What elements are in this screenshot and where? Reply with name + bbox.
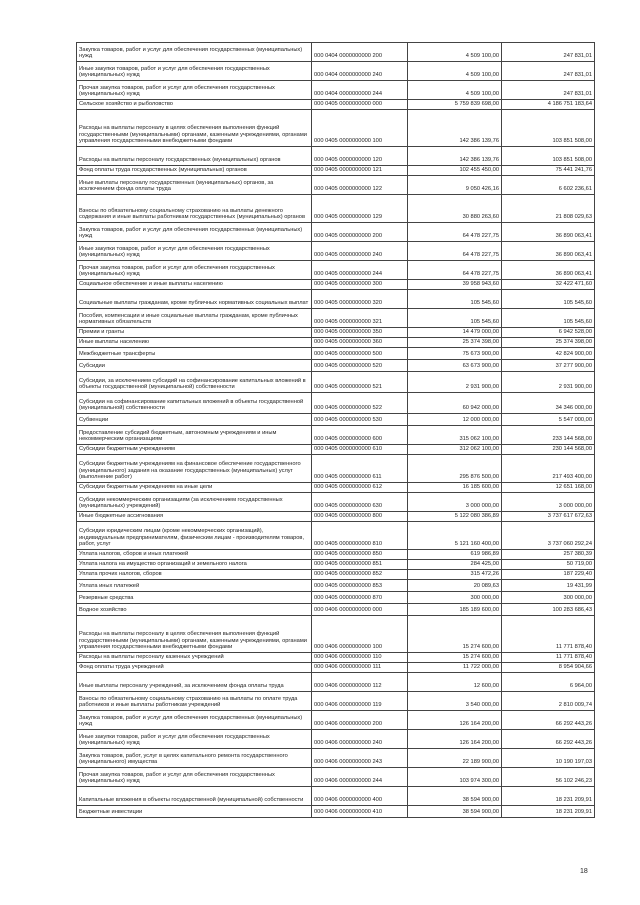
row-code: 000 0405 0000000000 200 [312,223,408,242]
row-name: Закупка товаров, работ, услуг в целях капитального ремонта государственного (муниципального) имущества [77,749,312,768]
row-plan-amount: 14 479 000,00 [408,328,502,338]
row-code: 000 0404 0000000000 240 [312,62,408,81]
row-code: 000 0405 0000000000 129 [312,195,408,223]
table-row [77,426,595,445]
table-row [77,711,595,730]
row-code: 000 0405 0000000000 360 [312,338,408,348]
row-fact-amount: 25 374 398,00 [502,338,595,348]
row-fact-amount: 2 810 009,74 [502,692,595,711]
table-row [77,787,595,806]
row-plan-amount: 64 478 227,75 [408,223,502,242]
row-name: Взносы по обязательному социальному страхованию на выплаты денежного содержания и иные выплаты работникам государственных (муниципальных) органов [77,195,312,223]
row-fact-amount: 247 831,01 [502,43,595,62]
table-row [77,653,595,663]
row-code: 000 0404 0000000000 200 [312,43,408,62]
row-name: Расходы на выплаты персоналу в целях обеспечения выполнения функций государственными (муниципальными) органами, казенными учреждениями, органами управления государственными внебюджетными фондами [77,616,312,653]
table-row [77,223,595,242]
row-name: Субсидии бюджетным учреждениям на иные цели [77,483,312,493]
row-code: 000 0405 0000000000 121 [312,166,408,176]
row-fact-amount: 18 231 209,91 [502,787,595,806]
row-fact-amount: 105 545,60 [502,290,595,309]
table-row [77,673,595,692]
row-plan-amount: 103 974 300,00 [408,768,502,787]
table-row [77,81,595,100]
table-row [77,445,595,455]
row-plan-amount: 102 455 450,00 [408,166,502,176]
table-row [77,43,595,62]
row-code: 000 0404 0000000000 244 [312,81,408,100]
row-name: Социальные выплаты гражданам, кроме публичных нормативных социальных выплат [77,290,312,309]
budget-expenditure-table [76,42,595,818]
row-fact-amount: 42 824 900,00 [502,348,595,360]
row-code: 000 0405 0000000000 610 [312,445,408,455]
row-fact-amount: 3 737 060 292,24 [502,522,595,550]
table-row [77,483,595,493]
row-fact-amount: 34 346 000,00 [502,393,595,414]
row-plan-amount: 4 509 100,00 [408,81,502,100]
row-fact-amount: 247 831,01 [502,62,595,81]
row-fact-amount: 230 144 568,00 [502,445,595,455]
table-row [77,550,595,560]
table-row [77,348,595,360]
row-name: Закупка товаров, работ и услуг для обеспечения государственных (муниципальных) нужд [77,711,312,730]
table-row [77,414,595,426]
row-plan-amount: 315 062 100,00 [408,426,502,445]
row-code: 000 0405 0000000000 000 [312,100,408,110]
row-name: Расходы на выплаты персоналу казенных учреждений [77,653,312,663]
row-name: Расходы на выплаты персоналу государственных (муниципальных) органов [77,147,312,166]
row-code: 000 0405 0000000000 611 [312,455,408,483]
table-row [77,455,595,483]
row-plan-amount: 5 122 080 386,89 [408,512,502,522]
row-code: 000 0405 0000000000 850 [312,550,408,560]
table-body [77,43,595,818]
row-code: 000 0405 0000000000 521 [312,372,408,393]
row-fact-amount: 6 964,00 [502,673,595,692]
row-fact-amount: 4 186 751 183,64 [502,100,595,110]
row-plan-amount: 20 089,63 [408,580,502,592]
table-row [77,372,595,393]
row-name: Межбюджетные трансферты [77,348,312,360]
row-code: 000 0405 0000000000 530 [312,414,408,426]
table-row [77,393,595,414]
row-code: 000 0406 0000000000 244 [312,768,408,787]
row-name: Иные выплаты населению [77,338,312,348]
row-name: Субсидии бюджетным учреждениям [77,445,312,455]
table-row [77,493,595,512]
row-code: 000 0406 0000000000 112 [312,673,408,692]
row-code: 000 0405 0000000000 612 [312,483,408,493]
page-number: 18 [580,868,588,875]
row-fact-amount: 32 422 471,60 [502,280,595,290]
row-code: 000 0405 0000000000 100 [312,110,408,147]
table-row [77,147,595,166]
row-plan-amount: 185 189 600,00 [408,604,502,616]
row-name: Иные закупки товаров, работ и услуг для обеспечения государственных (муниципальных) нужд [77,62,312,81]
table-row [77,580,595,592]
row-code: 000 0406 0000000000 200 [312,711,408,730]
row-fact-amount: 37 277 900,00 [502,360,595,372]
row-code: 000 0405 0000000000 244 [312,261,408,280]
row-fact-amount: 187 229,40 [502,570,595,580]
row-code: 000 0405 0000000000 851 [312,560,408,570]
row-plan-amount: 38 594 900,00 [408,806,502,818]
table-row [77,62,595,81]
row-plan-amount: 5 121 160 400,00 [408,522,502,550]
row-fact-amount: 36 890 063,41 [502,261,595,280]
row-code: 000 0406 0000000000 110 [312,653,408,663]
row-plan-amount: 38 594 900,00 [408,787,502,806]
row-plan-amount: 11 722 000,00 [408,663,502,673]
row-fact-amount: 6 602 236,61 [502,176,595,195]
row-fact-amount: 2 931 900,00 [502,372,595,393]
row-plan-amount: 39 958 943,60 [408,280,502,290]
row-plan-amount: 64 478 227,75 [408,261,502,280]
table-row [77,110,595,147]
row-name: Закупка товаров, работ и услуг для обеспечения государственных (муниципальных) нужд [77,223,312,242]
row-fact-amount: 300 000,00 [502,592,595,604]
row-plan-amount: 126 164 200,00 [408,730,502,749]
row-name: Прочая закупка товаров, работ и услуг для обеспечения государственных (муниципальных) нужд [77,768,312,787]
row-name: Иные выплаты персоналу государственных (муниципальных) органов, за исключением фонда оплаты труда [77,176,312,195]
table-row [77,242,595,261]
table-row [77,663,595,673]
row-name: Субсидии некоммерческим организациям (за исключением государственных (муниципальных) учреждений) [77,493,312,512]
row-plan-amount: 5 759 839 698,00 [408,100,502,110]
row-fact-amount: 10 190 197,03 [502,749,595,768]
row-fact-amount: 100 283 686,43 [502,604,595,616]
table-row [77,768,595,787]
row-name: Субсидии, за исключением субсидий на софинансирование капитальных вложений в объекты государственной (муниципальной) собственности [77,372,312,393]
table-row [77,328,595,338]
row-plan-amount: 4 509 100,00 [408,62,502,81]
row-fact-amount: 12 651 168,00 [502,483,595,493]
row-code: 000 0405 0000000000 500 [312,348,408,360]
row-code: 000 0406 0000000000 243 [312,749,408,768]
row-fact-amount: 6 942 528,00 [502,328,595,338]
table-row [77,730,595,749]
row-fact-amount: 36 890 063,41 [502,242,595,261]
row-fact-amount: 66 292 443,26 [502,730,595,749]
row-plan-amount: 60 942 000,00 [408,393,502,414]
table-row [77,360,595,372]
row-plan-amount: 105 545,60 [408,290,502,309]
row-plan-amount: 312 062 100,00 [408,445,502,455]
row-plan-amount: 300 000,00 [408,592,502,604]
row-code: 000 0406 0000000000 100 [312,616,408,653]
table-row [77,166,595,176]
row-code: 000 0405 0000000000 240 [312,242,408,261]
table-row [77,604,595,616]
row-code: 000 0406 0000000000 119 [312,692,408,711]
row-name: Субсидии бюджетным учреждениям на финансовое обеспечение государственного (муниципального) задания на оказание государственных (муниципальных) услуг (выполнение работ) [77,455,312,483]
row-plan-amount: 16 185 600,00 [408,483,502,493]
table-row [77,176,595,195]
row-plan-amount: 30 880 263,60 [408,195,502,223]
row-code: 000 0406 0000000000 000 [312,604,408,616]
row-plan-amount: 12 000 000,00 [408,414,502,426]
row-plan-amount: 22 189 900,00 [408,749,502,768]
row-code: 000 0405 0000000000 800 [312,512,408,522]
row-fact-amount: 247 831,01 [502,81,595,100]
row-code: 000 0405 0000000000 300 [312,280,408,290]
row-plan-amount: 75 673 900,00 [408,348,502,360]
row-plan-amount: 619 986,89 [408,550,502,560]
row-code: 000 0405 0000000000 321 [312,309,408,328]
row-name: Прочая закупка товаров, работ и услуг для обеспечения государственных (муниципальных) нужд [77,261,312,280]
row-name: Иные выплаты персоналу учреждений, за исключением фонда оплаты труда [77,673,312,692]
row-code: 000 0406 0000000000 111 [312,663,408,673]
table-row [77,261,595,280]
row-fact-amount: 257 380,39 [502,550,595,560]
table-row [77,338,595,348]
row-code: 000 0405 0000000000 522 [312,393,408,414]
row-code: 000 0406 0000000000 400 [312,787,408,806]
row-fact-amount: 50 719,00 [502,560,595,570]
table-row [77,290,595,309]
row-plan-amount: 64 478 227,75 [408,242,502,261]
row-fact-amount: 105 545,60 [502,309,595,328]
row-fact-amount: 233 144 568,00 [502,426,595,445]
row-code: 000 0405 0000000000 122 [312,176,408,195]
row-plan-amount: 105 545,60 [408,309,502,328]
row-fact-amount: 3 000 000,00 [502,493,595,512]
table-row [77,195,595,223]
row-name: Прочая закупка товаров, работ и услуг для обеспечения государственных (муниципальных) нужд [77,81,312,100]
row-code: 000 0405 0000000000 870 [312,592,408,604]
row-plan-amount: 15 274 600,00 [408,616,502,653]
row-plan-amount: 3 540 000,00 [408,692,502,711]
table-row [77,280,595,290]
row-fact-amount: 8 954 904,66 [502,663,595,673]
table-row [77,749,595,768]
row-fact-amount: 21 808 029,63 [502,195,595,223]
row-name: Бюджетные инвестиции [77,806,312,818]
row-code: 000 0405 0000000000 350 [312,328,408,338]
row-fact-amount: 11 771 878,40 [502,653,595,663]
row-name: Фонд оплаты труда государственных (муниципальных) органов [77,166,312,176]
row-plan-amount: 142 386 139,76 [408,110,502,147]
row-name: Уплата иных платежей [77,580,312,592]
table-row [77,616,595,653]
row-fact-amount: 66 292 443,26 [502,711,595,730]
row-name: Иные закупки товаров, работ и услуг для обеспечения государственных (муниципальных) нужд [77,730,312,749]
row-name: Субсидии [77,360,312,372]
row-code: 000 0406 0000000000 240 [312,730,408,749]
row-code: 000 0406 0000000000 410 [312,806,408,818]
row-name: Иные закупки товаров, работ и услуг для обеспечения государственных (муниципальных) нужд [77,242,312,261]
row-name: Социальное обеспечение и иные выплаты населению [77,280,312,290]
row-plan-amount: 25 374 398,00 [408,338,502,348]
row-plan-amount: 126 164 200,00 [408,711,502,730]
row-name: Уплата прочих налогов, сборов [77,570,312,580]
row-code: 000 0405 0000000000 320 [312,290,408,309]
row-name: Предоставление субсидий бюджетным, автономным учреждениям и иным некоммерческим организациям [77,426,312,445]
row-plan-amount: 12 600,00 [408,673,502,692]
row-name: Закупка товаров, работ и услуг для обеспечения государственных (муниципальных) нужд [77,43,312,62]
table-row [77,570,595,580]
row-name: Сельское хозяйство и рыболовство [77,100,312,110]
row-fact-amount: 3 737 617 672,63 [502,512,595,522]
row-name: Субвенции [77,414,312,426]
table-row [77,560,595,570]
table-row [77,309,595,328]
row-fact-amount: 19 431,99 [502,580,595,592]
row-name: Водное хозяйство [77,604,312,616]
row-code: 000 0405 0000000000 120 [312,147,408,166]
row-name: Субсидии юридическим лицам (кроме некоммерческих организаций), индивидуальным предпринимателям, физическим лицам - производителям товаров, работ, услуг [77,522,312,550]
row-plan-amount: 2 931 900,00 [408,372,502,393]
row-fact-amount: 36 890 063,41 [502,223,595,242]
row-name: Субсидии на софинансирование капитальных вложений в объекты государственной (муниципальной) собственности [77,393,312,414]
row-plan-amount: 4 509 100,00 [408,43,502,62]
row-code: 000 0405 0000000000 520 [312,360,408,372]
row-code: 000 0405 0000000000 810 [312,522,408,550]
row-fact-amount: 11 771 878,40 [502,616,595,653]
budget-report-sheet [76,42,592,818]
row-name: Уплата налога на имущество организаций и земельного налога [77,560,312,570]
row-fact-amount: 217 493 400,00 [502,455,595,483]
row-name: Премии и гранты [77,328,312,338]
row-code: 000 0405 0000000000 600 [312,426,408,445]
row-plan-amount: 295 876 500,00 [408,455,502,483]
table-row [77,512,595,522]
row-name: Пособия, компенсации и иные социальные выплаты гражданам, кроме публичных нормативных обязательств [77,309,312,328]
row-fact-amount: 103 851 508,00 [502,110,595,147]
row-plan-amount: 142 386 139,76 [408,147,502,166]
row-fact-amount: 75 441 241,76 [502,166,595,176]
table-row [77,522,595,550]
row-name: Взносы по обязательному социальному страхованию на выплаты по оплате труда работников и иные выплаты работникам учреждений [77,692,312,711]
row-fact-amount: 18 231 209,91 [502,806,595,818]
row-plan-amount: 15 274 600,00 [408,653,502,663]
row-name: Резервные средства [77,592,312,604]
row-name: Фонд оплаты труда учреждений [77,663,312,673]
row-plan-amount: 3 000 000,00 [408,493,502,512]
row-name: Уплата налогов, сборов и иных платежей [77,550,312,560]
table-row [77,692,595,711]
row-code: 000 0405 0000000000 630 [312,493,408,512]
row-name: Капитальные вложения в объекты государственной (муниципальной) собственности [77,787,312,806]
row-fact-amount: 103 851 508,00 [502,147,595,166]
row-code: 000 0405 0000000000 852 [312,570,408,580]
row-name: Расходы на выплаты персоналу в целях обеспечения выполнения функций государственными (муниципальными) органами, казенными учреждениями, органами управления государственными внебюджетными фондами [77,110,312,147]
row-plan-amount: 284 425,00 [408,560,502,570]
table-row [77,806,595,818]
row-plan-amount: 315 472,26 [408,570,502,580]
row-plan-amount: 63 673 900,00 [408,360,502,372]
row-name: Иные бюджетные ассигнования [77,512,312,522]
row-fact-amount: 5 547 000,00 [502,414,595,426]
row-fact-amount: 56 102 246,23 [502,768,595,787]
row-plan-amount: 9 050 426,16 [408,176,502,195]
table-row [77,100,595,110]
table-row [77,592,595,604]
row-code: 000 0405 0000000000 853 [312,580,408,592]
